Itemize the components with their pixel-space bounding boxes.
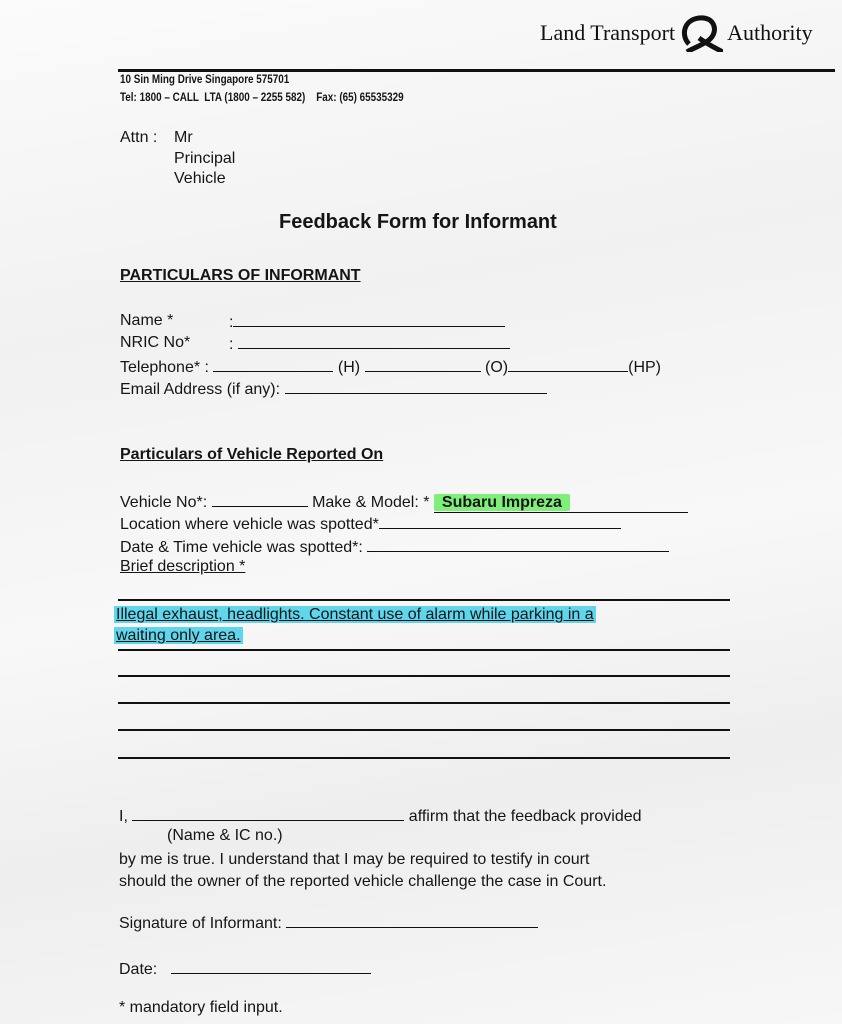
vehicle-heading: Particulars of Vehicle Reported On [120, 446, 384, 463]
description-text-line-1[interactable]: Illegal exhaust, headlights. Constant use of alarm while parking in a [116, 606, 594, 623]
location-label: Location where vehicle was spotted* [120, 516, 379, 533]
logo-text-left: Land Transport [540, 20, 676, 45]
contact-text: Tel: 1800 – CALL LTA (1800 – 2255 582) Fax: (65) 65535329 [120, 92, 404, 104]
affirm-name-hint: (Name & IC no.) [167, 827, 283, 844]
tel-mobile-label: (HP) [628, 359, 661, 376]
location-row [120, 514, 621, 534]
lta-logo [540, 14, 813, 52]
affirmation-row [119, 806, 642, 826]
attn-line-2: Principal [174, 150, 236, 167]
vehicle-no-field[interactable] [212, 492, 308, 507]
telephone-mobile-field[interactable] [508, 357, 628, 372]
nric-field[interactable] [229, 334, 510, 354]
lta-ribbon-logo-icon [679, 14, 723, 52]
make-model-field[interactable] [434, 494, 688, 513]
tel-home-label: (H) [337, 359, 361, 376]
date-row [119, 959, 371, 979]
date-label: Date: [119, 961, 158, 978]
make-model-value: Subaru Impreza [434, 494, 570, 511]
affirm-line-2: should the owner of the reported vehicle challenge the case in Court. [119, 873, 607, 890]
date-field[interactable] [171, 959, 371, 974]
address-text: 10 Sin Ming Drive Singapore 575701 [120, 74, 290, 86]
description-rule-6 [118, 757, 730, 759]
page-title: Feedback Form for Informant [279, 211, 557, 233]
colon: : [229, 336, 234, 353]
description-text-line-2[interactable]: waiting only area. [116, 627, 241, 644]
description-rule-3 [118, 675, 730, 677]
email-field[interactable] [285, 379, 547, 394]
email-label: Email Address (if any): [120, 381, 281, 398]
description-rule-5 [118, 729, 730, 731]
attn-label: Attn : [120, 129, 158, 146]
affirm-suffix: affirm that the feedback provided [408, 808, 642, 825]
attn-line-3: Vehicle [174, 170, 226, 187]
location-field[interactable] [379, 514, 621, 529]
colon: : [229, 314, 234, 331]
signature-field[interactable] [286, 913, 538, 928]
telephone-row [120, 357, 661, 377]
datetime-label: Date & Time vehicle was spotted*: [120, 539, 363, 556]
footnote: * mandatory field input. [119, 999, 283, 1016]
email-row [120, 379, 547, 399]
affirm-name-field[interactable] [132, 806, 404, 821]
name-label: Name * [120, 312, 174, 329]
signature-label: Signature of Informant: [119, 915, 282, 932]
affirm-prefix: I, [119, 808, 128, 825]
datetime-field[interactable] [367, 537, 669, 552]
nric-label: NRIC No* [120, 334, 191, 351]
datetime-row [120, 537, 669, 557]
header-divider [118, 69, 835, 72]
description-label: Brief description * [120, 558, 246, 575]
name-field[interactable] [229, 312, 505, 332]
make-model-label: Make & Model: * [312, 494, 430, 511]
telephone-home-field[interactable] [213, 357, 333, 372]
vehicle-row [120, 492, 688, 513]
affirm-line-1: by me is true. I understand that I may be required to testify in court [119, 851, 590, 868]
description-rule-4 [118, 702, 730, 704]
signature-row [119, 913, 538, 933]
description-rule-1 [118, 599, 730, 601]
attn-line-1: Mr [174, 129, 193, 146]
logo-text-right: Authority [727, 20, 813, 45]
telephone-label: Telephone* : [120, 359, 209, 376]
description-rule-2 [118, 649, 730, 651]
vehicle-no-label: Vehicle No*: [120, 494, 208, 511]
tel-office-label: (O) [485, 359, 509, 376]
telephone-office-field[interactable] [365, 357, 481, 372]
informant-heading: PARTICULARS OF INFORMANT [120, 267, 361, 284]
